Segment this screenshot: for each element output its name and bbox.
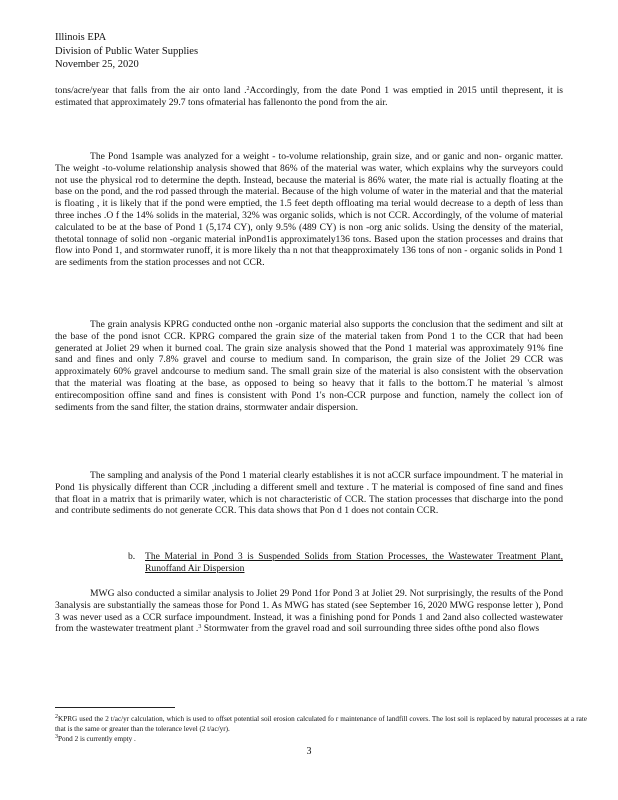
footnote-2: [55, 714, 587, 734]
section-heading-label: b.: [128, 551, 136, 562]
paragraph-2: The Pond 1sample was analyzed for a weight - to-volume relationship, grain size, and or ganic and non- organic matter. The weight -to-volume relationship analysis showed that 86% of the material was water, which explains why the surveyors could not use the physical rod to determine the depth. Instead, because the material is 86% water, the mate rial is actually floating at the base on the pond, and the rod passed through the material. Because of the high volume of water in the material and that the material is floating , it is likely that if the pond were emptied, the 1.5 feet depth offloating ma terial would decrease to a depth of less than three inches .O f the 14% solids in the material, 32% was organic solids, which is not CCR. Accordingly, of the volume of material calculated to be at the base of Pond 1 (5,174 CY), only 9.5% (489 CY) is non -org anic solids. Using the density of the material, thetotal tonnage of solid non -organic material inPond1is approximately136 tons. Based upon the station processes and drains that flow into Pond 1, and stormwater runoff, it is more likely tha n not that theapproximately 136 tons of non - organic solids in Pond 1 are sediments from the station processes and not CCR.: [55, 151, 563, 269]
footnote-ref-2: 2: [246, 86, 250, 92]
footnote-2-text: KPRG used the 2 t/ac/yr calculation, which is used to offset potential soil erosion calculated fo r maintenance of landfill covers. The lost soil is replaced by natural processes at a rate that is the same or greater than the tolerance level (2 t/ac/yr).: [55, 715, 587, 733]
footnote-3-marker: 3: [55, 734, 58, 740]
paragraph-1-text-a: tons/acre/year that falls from the air onto land .: [55, 85, 247, 96]
paragraph-4: The sampling and analysis of the Pond 1 material clearly establishes it is not aCCR surface impoundment. T he material in Pond 1is physically different than CCR ,including a different smell and texture . T he material is composed of fine sand and fines that float in a matrix that is primarily water, which is not characteristic of CCR. The station processes that discharge into the pond and contribute sediments do not generate CCR. This data shows that Pon d 1 does not contain CCR.: [55, 470, 563, 517]
header-division: Division of Public Water Supplies: [55, 45, 199, 57]
page-number: 3: [306, 746, 312, 757]
paragraph-1: [55, 85, 563, 109]
footnote-divider: [55, 707, 175, 708]
footnotes: [55, 714, 587, 744]
footnote-ref-3: 3: [198, 624, 202, 631]
paragraph-5: [55, 588, 563, 635]
footnote-3-text: Pond 2 is currently empty .: [58, 735, 136, 743]
header-date: November 25, 2020: [55, 59, 139, 70]
footnote-3: [55, 734, 587, 744]
header-agency: Illinois EPA: [55, 32, 107, 43]
footnote-2-marker: 2: [55, 714, 58, 720]
letter-header: [55, 31, 198, 72]
paragraph-5-text-a: MWG also conducted a similar analysis to Joliet 29 Pond 1for Pond 3 at Joliet 29. Not surprisingly, the results of the Pond 3analysis are substantially the sameas those for Pond 1. As MWG has stated (see September 16, 2020 MWG response letter ), Pond 3 was never used as a CCR surface impoundment. Instead, it was a finishing pond for Ponds 1 and 2and also collected wastewater from the wastewater treatment plant .: [55, 588, 563, 635]
paragraph-3: The grain analysis KPRG conducted onthe non -organic material also supports the conclusion that the sediment and silt at the base of the pond isnot CCR. KPRG compared the grain size of the material taken from Pond 1 to the CCR that had been generated at Joliet 29 when it burned coal. The grain size analysis showed that the Pond 1 material was approximately 91% fine sand and fines and only 7.8% gravel and course to medium sand. In comparison, the grain size of the Joliet 29 CCR was approximately 60% gravel andcourse to medium sand. The small grain size of the material is also consistent with the observation that the material was floating at the base, as opposed to being so heavy that it falls to the bottom.T he material 's almost entirecomposition offine sand and fines is consistent with Pond 1's non-CCR purpose and function, namely the collect ion of sediments from the sand filter, the station drains, stormwater andair dispersion.: [55, 319, 563, 413]
section-heading-title: The Material in Pond 3 is Suspended Solids from Station Processes, the Wastewater Treatment Plant, Runoffand Air Dispersion: [145, 551, 563, 574]
paragraph-5-text-b: Stormwater from the gravel road and soil surrounding three sides ofthe pond also flows: [201, 623, 540, 635]
paragraph-1-text-b: Accordingly, from the date Pond 1 was emptied in 2015 until thepresent, it is estimated that approximately 29.7 tons ofmaterial has fallenonto the pond from the air.: [55, 85, 563, 108]
